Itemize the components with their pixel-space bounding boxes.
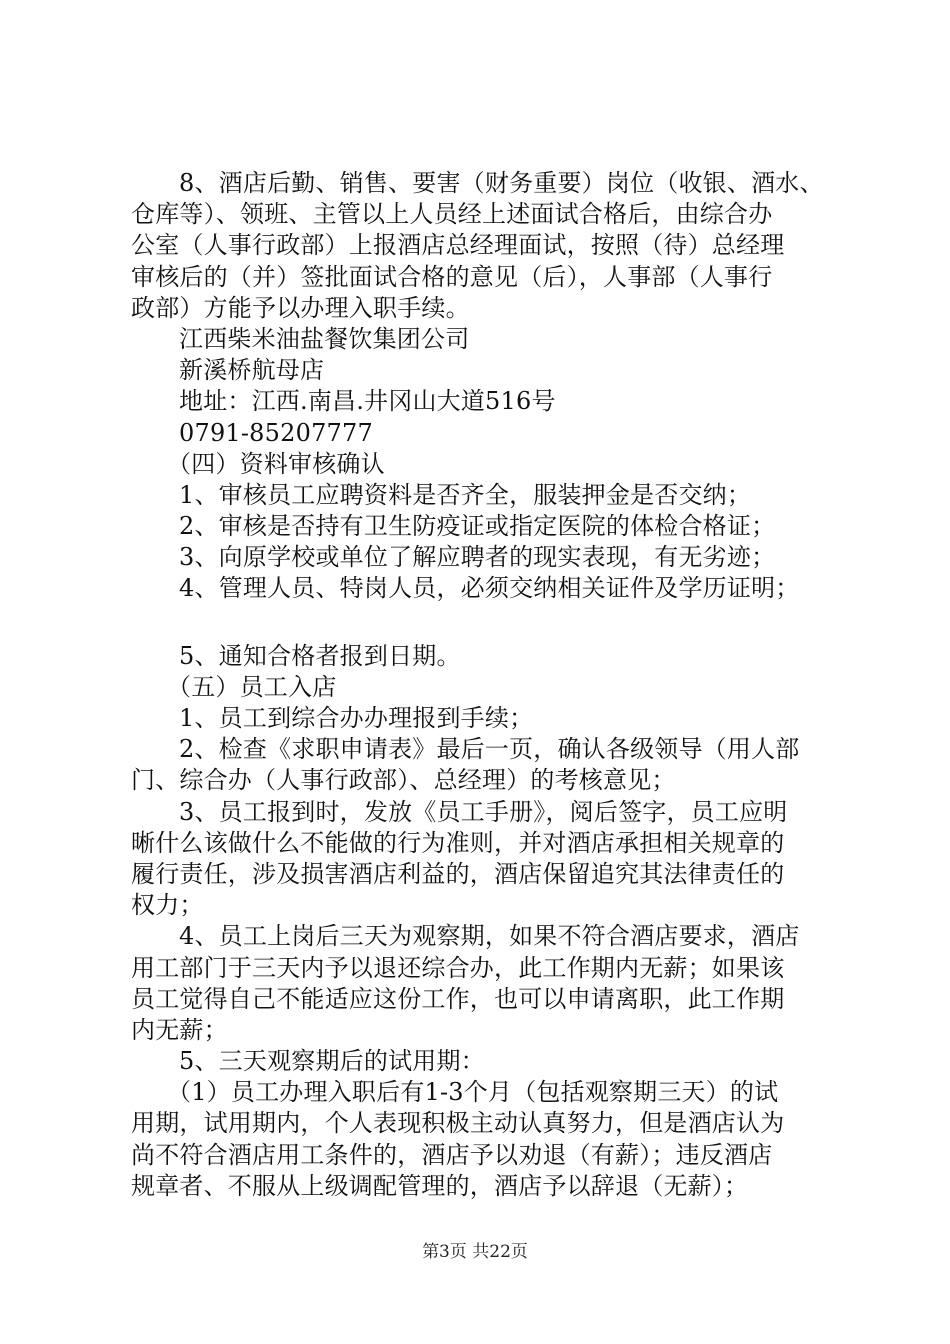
paragraph-line: 尚不符合酒店用工条件的，酒店予以劝退（有薪）；违反酒店 — [131, 1140, 773, 1169]
section-heading: （五）员工入店 — [167, 672, 337, 701]
address-line: 地址：江西.南昌.井冈山大道516号 — [179, 387, 556, 416]
page-footer — [0, 1241, 950, 1263]
section-heading: （四）资料审核确认 — [167, 449, 385, 478]
paragraph-line: 公室（人事行政部）上报酒店总经理面试，按照（待）总经理 — [131, 231, 785, 260]
paragraph-line: 政部）方能予以办理入职手续。 — [131, 293, 470, 322]
list-item: 1、审核员工应聘资料是否齐全，服装押金是否交纳； — [179, 480, 752, 509]
paragraph-line: 内无薪； — [131, 1015, 228, 1044]
phone-number: 0791-85207777 — [179, 418, 373, 447]
paragraph-line: 仓库等）、领班、主管以上人员经上述面试合格后，由综合办 — [131, 200, 773, 229]
paragraph-line: 用工部门于三天内予以退还综合办，此工作期内无薪；如果该 — [131, 953, 785, 982]
paragraph-line: 权力； — [131, 891, 204, 920]
list-item: 2、检查《求职申请表》最后一页，确认各级领导（用人部 — [179, 735, 800, 764]
blank-spacer — [131, 605, 831, 641]
paragraph-line: 门、综合办（人事行政部）、总经理）的考核意见； — [131, 766, 676, 795]
list-item: 5、通知合格者报到日期。 — [179, 641, 461, 670]
paragraph-line: 8、酒店后勤、销售、要害（财务重要）岗位（收银、酒水、 — [179, 169, 824, 197]
company-name: 江西柴米油盐餐饮集团公司 — [179, 324, 470, 353]
list-item: 4、管理人员、特岗人员，必须交纳相关证件及学历证明； — [179, 574, 800, 603]
list-item: 3、向原学校或单位了解应聘者的现实表现，有无劣迹； — [179, 543, 776, 572]
page-number: 第3页 共22页 — [422, 1242, 528, 1262]
list-item: 1、员工到综合办办理报到手续； — [179, 704, 534, 732]
paragraph-line: 审核后的（并）签批面试合格的意见（后），人事部（人事行 — [131, 262, 773, 291]
branch-name: 新溪桥航母店 — [179, 356, 325, 385]
document-body — [131, 168, 831, 1202]
list-item: 5、三天观察期后的试用期： — [179, 1047, 485, 1076]
list-item: 4、员工上岗后三天为观察期，如果不符合酒店要求，酒店 — [179, 922, 800, 951]
sub-list-item: （1）员工办理入职后有1-3个月（包括观察期三天）的试 — [167, 1078, 779, 1107]
list-item: 2、审核是否持有卫生防疫证或指定医院的体检合格证； — [179, 512, 776, 541]
paragraph-line: 用期，试用期内，个人表现积极主动认真努力，但是酒店认为 — [131, 1109, 785, 1138]
list-item: 3、员工报到时，发放《员工手册》，阅后签字，员工应明 — [179, 797, 788, 826]
paragraph-line: 履行责任，涉及损害酒店利益的，酒店保留追究其法律责任的 — [131, 859, 785, 888]
paragraph-line: 晰什么该做什么不能做的行为准则，并对酒店承担相关规章的 — [131, 828, 785, 857]
paragraph-line: 规章者、不服从上级调配管理的，酒店予以辞退（无薪）； — [131, 1171, 749, 1200]
paragraph-line: 员工觉得自己不能适应这份工作，也可以申请离职，此工作期 — [131, 984, 785, 1013]
